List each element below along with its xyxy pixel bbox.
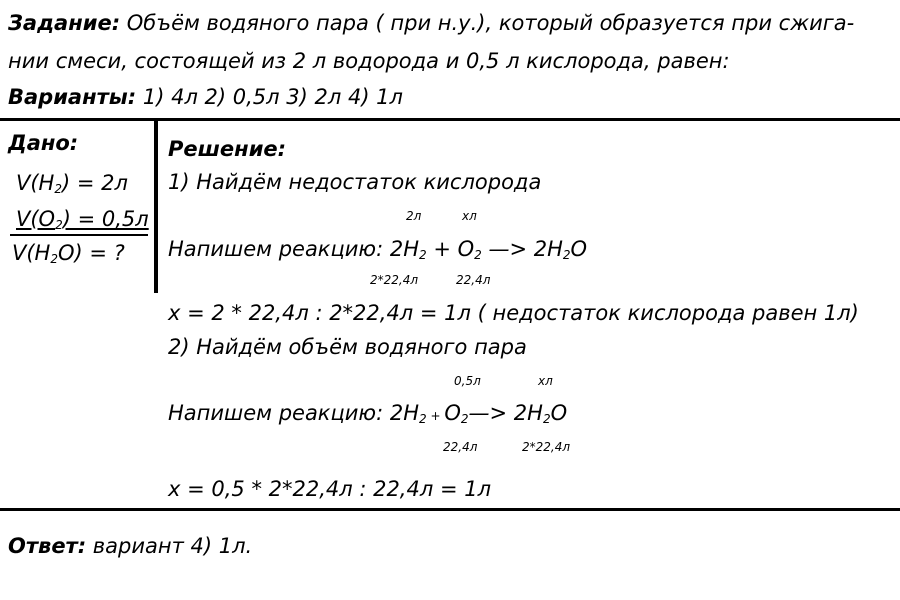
given-o2-pre: V(O: [16, 207, 56, 231]
calc-1: x = 2 * 22,4л : 2*22,4л = 1л ( недостаток кислорода равен 1л): [168, 301, 859, 325]
r2-arrow: —> 2H: [468, 401, 543, 425]
answer-label: Ответ:: [8, 534, 87, 558]
solution-step-1: 1) Найдём недостаток кислорода: [168, 170, 542, 194]
r1-top-b: хл: [462, 209, 477, 223]
given-h2-pre: V(H: [16, 171, 55, 195]
r1-bot-b: 22,4л: [456, 273, 491, 287]
calc-2: x = 0,5 * 2*22,4л : 22,4л = 1л: [168, 477, 491, 501]
reaction-1: [168, 236, 587, 268]
r2-bot-a: 22,4л: [443, 440, 478, 454]
solution-label: Решение:: [168, 137, 287, 161]
given-h2o-post: O) = ?: [58, 241, 125, 265]
r1-prefix: Напишем реакцию: 2H: [168, 237, 420, 261]
r1-arrow: —> 2H: [481, 237, 563, 261]
task-text-2: нии смеси, состоящей из 2 л водорода и 0,5 л кислорода, равен:: [8, 49, 730, 73]
r2-sub-1: 2: [419, 412, 427, 426]
given-h2-sub: 2: [54, 182, 62, 196]
r2-o: O: [444, 401, 461, 425]
options-text: 1) 4л 2) 0,5л 3) 2л 4) 1л: [142, 85, 403, 109]
r2-sub-2: 2: [460, 412, 469, 426]
given-o2-sub: 2: [55, 218, 63, 232]
r2-end: O: [550, 401, 568, 425]
divider-bottom: [0, 508, 900, 511]
r2-prefix: Напишем реакцию: 2H: [168, 401, 420, 425]
r2-top-a: 0,5л: [454, 374, 481, 388]
r1-end: O: [570, 237, 588, 261]
given-o2-post: ) = 0,5л: [62, 207, 149, 231]
r1-sub-3: 2: [562, 248, 571, 262]
given-h2o-sub: 2: [50, 252, 58, 266]
divider-top: [0, 118, 900, 121]
given-underline: [10, 234, 148, 236]
r1-top-a: 2л: [406, 209, 422, 223]
reaction-2: [168, 400, 567, 432]
r1-mid: + O: [426, 237, 475, 261]
task-text-1: Объём водяного пара ( при н.у.), который образуется при сжига-: [126, 11, 855, 35]
r2-top-b: хл: [538, 374, 553, 388]
given-h2o: [12, 240, 125, 272]
given-h2o-pre: V(H: [12, 241, 51, 265]
answer-line: [8, 533, 252, 559]
task-label: Задание:: [8, 11, 121, 35]
task-line-1: [8, 10, 854, 36]
options-line: [8, 84, 403, 110]
solution-step-2: 2) Найдём объём водяного пара: [168, 335, 527, 359]
answer-text: вариант 4) 1л.: [86, 534, 253, 558]
r2-plus: +: [426, 409, 445, 423]
r1-sub-1: 2: [419, 248, 427, 262]
r2-sub-3: 2: [542, 412, 551, 426]
r1-sub-2: 2: [474, 248, 482, 262]
r1-bot-a: 2*22,4л: [370, 273, 419, 287]
options-label: Варианты:: [8, 85, 137, 109]
given-h2: [16, 170, 128, 202]
r2-bot-b: 2*22,4л: [522, 440, 571, 454]
given-label: Дано:: [8, 131, 79, 155]
given-h2-post: ) = 2л: [62, 171, 128, 195]
divider-vertical: [154, 120, 158, 293]
